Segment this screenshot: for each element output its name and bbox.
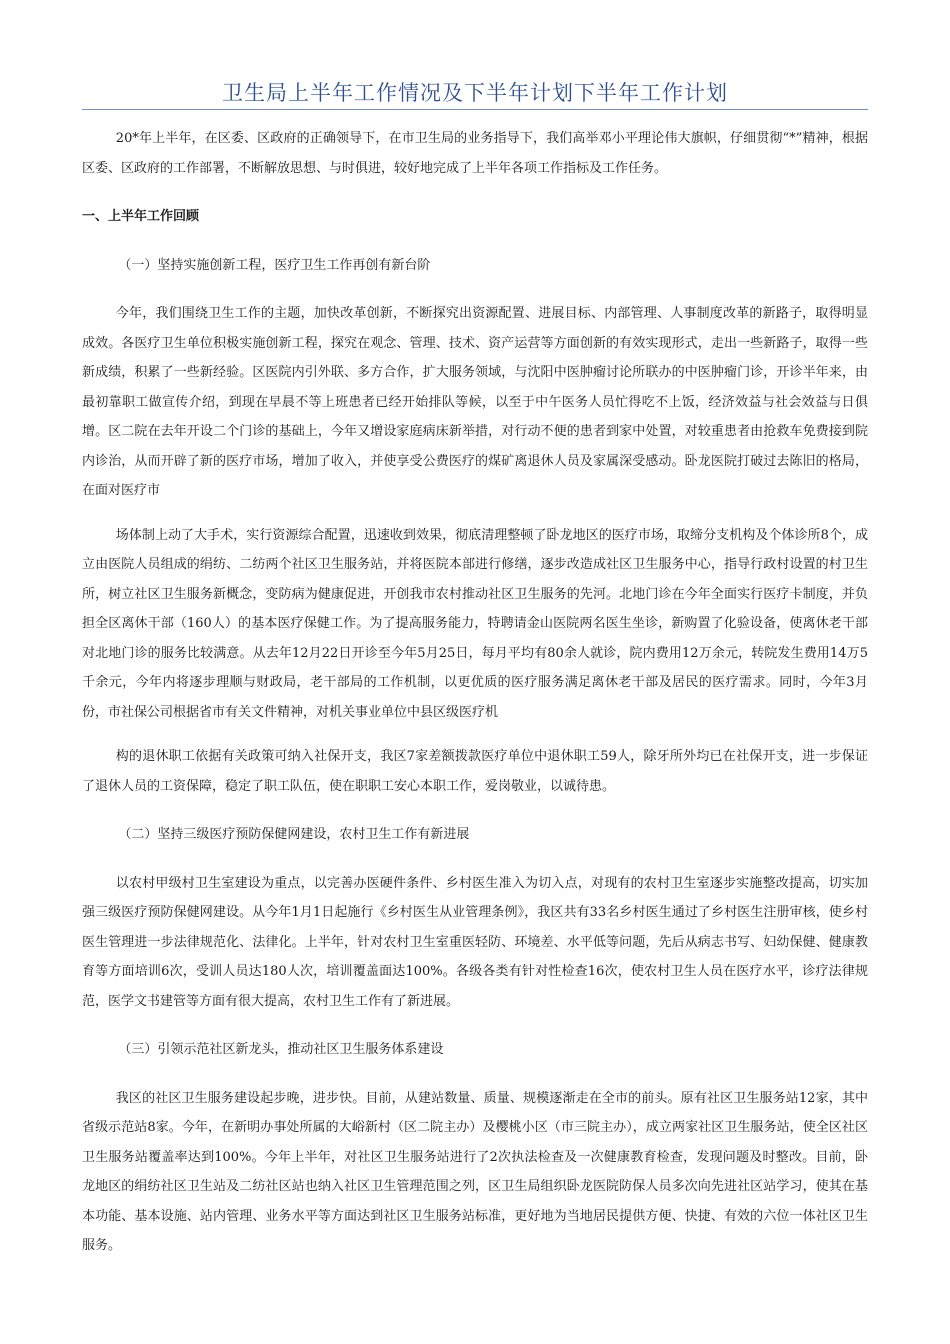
intro-paragraph: 20*年上半年，在区委、区政府的正确领导下，在市卫生局的业务指导下，我们高举邓小平理论伟大旗帜，仔细贯彻“*”精神，根据区委、区政府的工作部署，不断解放思想、与时俱进，较好地完成了上半年各项工作指标及工作任务。 <box>82 131 868 176</box>
subsection-heading-2: （二）坚持三级医疗预防保健网建设，农村卫生工作有新进展 <box>118 827 470 842</box>
paragraph-retirees: 构的退休职工依据有关政策可纳入社保开支，我区7家差额拨款医疗单位中退休职工59人，除牙所外均已在社保开支，进一步保证了退休人员的工资保障，稳定了职工队伍，使在职职工安心本职工作，爱岗敬业，以诚待患。 <box>82 749 868 794</box>
document-title: 卫生局上半年工作情况及下半年计划下半年工作计划 <box>222 81 728 105</box>
subsection-heading-1: （一）坚持实施创新工程，医疗卫生工作再创有新台阶 <box>118 257 431 273</box>
subsection-heading-3: （三）引领示范社区新龙头，推动社区卫生服务体系建设 <box>118 1042 444 1057</box>
paragraph-market-reform: 场体制上动了大手术，实行资源综合配置，迅速收到效果，彻底清理整顿了卧龙地区的医疗市场，取缔分支机构及个体诊所8个，成立由医院人员组成的绢纺、二纺两个社区卫生服务站，并将医院本部进行修缮，逐步改造成社区卫生服务中心，指导行政村设置的村卫生所，树立社区卫生服务新概念，变防病为健康促进，开创我市农村推动社区卫生服务的先河。北地门诊在今年全面实行医疗卡制度，并负担全区离休干部（160人）的基本医疗保健工作。为了提高服务能力，特聘请金山医院两名医生坐诊，新购置了化验设备，使离休老干部对北地门诊的服务比较满意。从去年12月22日开诊至今年5月25日，每月平均有80余人就诊，院内费用12万余元，转院发生费用14万5千余元，今年内将逐步理顺与财政局，老干部局的工作机制，以更优质的医疗服务满足离休老干部及居民的医疗需求。同时，今年3月份，市社保公司根据省市有关文件精神，对机关事业单位中县区级医疗机 <box>82 527 868 720</box>
paragraph-innovation: 今年，我们围绕卫生工作的主题，加快改革创新，不断探究出资源配置、进展目标、内部管理、人事制度改革的新路子，取得明显成效。各医疗卫生单位积极实施创新工程，探究在观念、管理、技术、资产运营等方面创新的有效实现形式，走出一些新路子，取得一些新成绩，积累了一些新经验。区医院内引外联、多方合作，扩大服务领域，与沈阳中医肿瘤讨论所联办的中医肿瘤门诊，开诊半年来，由最初靠职工做宣传介绍，到现在早晨不等上班患者已经开始排队等候，以至于中午医务人员忙得吃不上饭，经济效益与社会效益与日俱增。区二院在去年开设二个门诊的基础上，今年又增设家庭病床新举措，对行动不便的患者到家中处置，对较重患者由抢救车免费接到院内诊治，从而开辟了新的医疗市场，增加了收入，并使享受公费医疗的煤矿离退休人员及家属深受感动。卧龙医院打破过去陈旧的格局，在面对医疗市 <box>82 306 868 498</box>
paragraph-rural-health: 以农村甲级村卫生室建设为重点，以完善办医硬件条件、乡村医生准入为切入点，对现有的农村卫生室逐步实施整改提高，切实加强三级医疗预防保健网建设。从今年1月1日起施行《乡村医生从业管理条例》，我区共有33名乡村医生通过了乡村医生注册审核，使乡村医生管理进一步法律规范化、法律化。上半年，针对农村卫生室重医轻防、环境差、水平低等问题，先后从病志书写、妇幼保健、健康教育等方面培训6次，受训人员达180人次，培训覆盖面达100%。各级各类有针对性检查16次，使农村卫生人员在医疗水平，诊疗法律规范，医学文书建管等方面有很大提高，农村卫生工作有了新进展。 <box>82 875 868 1009</box>
title-underline <box>82 109 868 110</box>
document-body <box>82 124 868 1261</box>
paragraph-community-health: 我区的社区卫生服务建设起步晚，进步快。目前，从建站数量、质量、规模逐渐走在全市的前头。原有社区卫生服务站12家，其中省级示范站8家。今年，在新明办事处所属的大峪新村（区二院主办）及樱桃小区（市三院主办），成立两家社区卫生服务站，使全区社区卫生服务站覆盖率达到100%。今年上半年，对社区卫生服务站进行了2次执法检查及一次健康教育检查，发现问题及时整改。目前，卧龙地区的绢纺社区卫生站及二纺社区站也纳入社区卫生管理范围之列，区卫生局组织卧龙医院防保人员多次向先进社区站学习，使其在基本功能、基本设施、站内管理、业务水平等方面达到社区卫生服务站标准，更好地为当地居民提供方便、快捷、有效的六位一体社区卫生服务。 <box>82 1090 868 1253</box>
section-heading-review: 一、上半年工作回顾 <box>82 209 200 224</box>
